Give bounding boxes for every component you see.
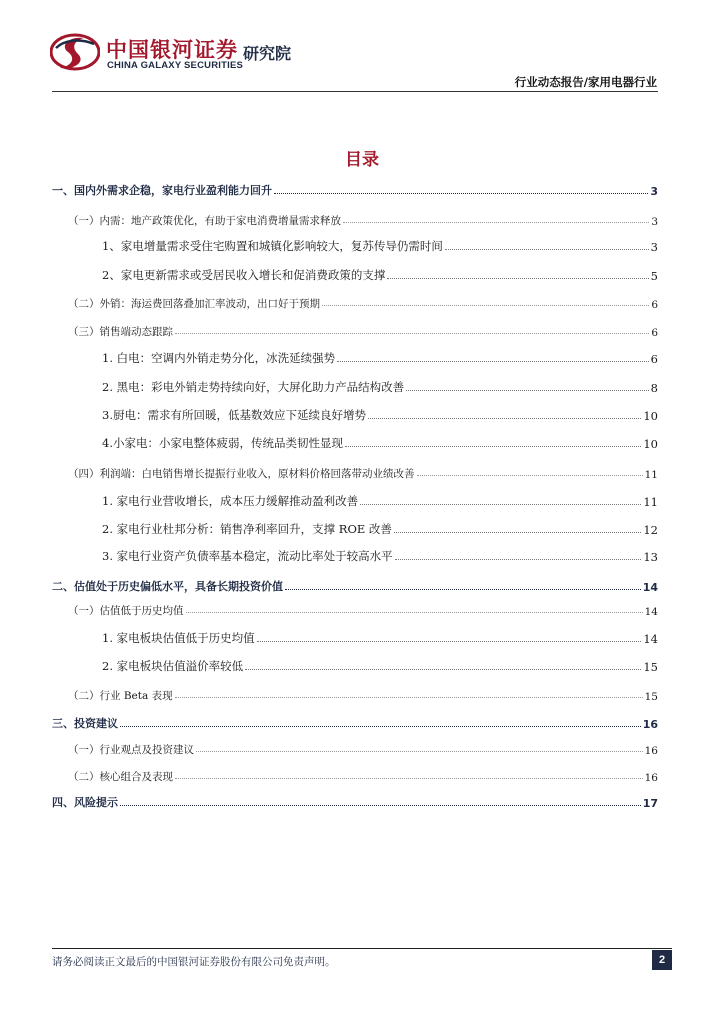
toc-leader-dots: [120, 726, 641, 727]
toc-entry-page: 15: [644, 691, 658, 703]
toc-leader-dots: [345, 446, 641, 447]
report-type: 行业动态报告/家用电器行业: [514, 75, 657, 89]
toc-entry-level3[interactable]: [52, 375, 658, 395]
toc-entry-page: 8: [650, 381, 658, 395]
toc-leader-dots: [406, 390, 649, 391]
toc-leader-dots: [445, 249, 649, 250]
toc-leader-dots: [394, 532, 641, 533]
toc-entry-level1[interactable]: [52, 178, 658, 198]
toc-entry-level3[interactable]: [52, 346, 658, 366]
toc-entry-label: （二）核心组合及表现: [68, 771, 173, 783]
toc-entry-label: （一）行业观点及投资建议: [68, 744, 194, 756]
toc-entry-page: 11: [644, 469, 658, 481]
toc-entry-label: 1. 家电行业营收增长，成本压力缓解推动盈利改善: [102, 494, 359, 508]
toc-entry-level1[interactable]: [52, 790, 658, 810]
toc-entry-level3[interactable]: [52, 263, 658, 283]
toc-entry-page: 5: [650, 269, 658, 283]
toc-entry-page: 6: [651, 299, 658, 311]
toc-entry-page: 17: [642, 797, 658, 810]
toc-entry-label: （二）行业 Beta 表现: [68, 690, 173, 702]
toc-entry-page: 14: [643, 632, 658, 646]
toc-entry-level2[interactable]: [52, 598, 658, 618]
toc-leader-dots: [274, 193, 648, 194]
toc-entry-page: 16: [642, 718, 658, 731]
toc-entry-label: 3.厨电：需求有所回暖，低基数效应下延续良好增势: [102, 408, 366, 422]
toc-leader-dots: [175, 333, 649, 334]
toc-leader-dots: [285, 589, 641, 590]
toc-entry-label: 1. 家电板块估值低于历史均值: [102, 631, 255, 645]
toc-leader-dots: [120, 805, 641, 806]
toc-entry-page: 3: [650, 185, 658, 198]
toc-entry-page: 13: [643, 550, 658, 564]
page-header: [0, 0, 724, 92]
page-number: 2: [652, 950, 672, 970]
footer-disclaimer: 请务必阅读正文最后的中国银河证券股份有限公司免责声明。: [52, 956, 336, 968]
brand-name-cn: 中国银河证券: [106, 38, 238, 62]
brand-name-en: CHINA GALAXY SECURITIES: [107, 60, 244, 71]
toc-entry-level3[interactable]: [52, 654, 658, 674]
toc-leader-dots: [186, 612, 643, 613]
toc-leader-dots: [337, 361, 649, 362]
toc-entry-level2[interactable]: [52, 291, 658, 311]
toc-entry-page: 11: [643, 495, 658, 509]
toc-entry-level2[interactable]: [52, 319, 658, 339]
toc-entry-level3[interactable]: [52, 403, 658, 423]
toc-entry-level2[interactable]: [52, 683, 658, 703]
toc-entry-label: （三）销售端动态跟踪: [68, 326, 173, 338]
toc-entry-level3[interactable]: [52, 544, 658, 564]
toc-entry-page: 14: [642, 581, 658, 594]
toc-entry-label: 四、风险提示: [52, 796, 118, 809]
toc-leader-dots: [360, 504, 641, 505]
toc-leader-dots: [175, 697, 643, 698]
toc-entry-level3[interactable]: [52, 431, 658, 451]
toc-entry-page: 6: [651, 327, 658, 339]
toc-leader-dots: [257, 641, 642, 642]
toc-entry-label: （一）估值低于历史均值: [68, 605, 184, 617]
toc-entry-label: 一、国内外需求企稳，家电行业盈利能力回升: [52, 184, 272, 197]
toc-entry-level1[interactable]: [52, 711, 658, 731]
toc-entry-level3[interactable]: [52, 489, 658, 509]
toc-entry-label: 三、投资建议: [52, 717, 118, 730]
toc-entry-label: （四）利润端：白电销售增长提振行业收入，原材料价格回落带动业绩改善: [68, 468, 415, 480]
toc-entry-level2[interactable]: [52, 737, 658, 757]
toc-leader-dots: [387, 278, 648, 279]
toc-entry-level3[interactable]: [52, 626, 658, 646]
toc-entry-label: （二）外销：海运费回落叠加汇率波动，出口好于预期: [68, 298, 320, 310]
toc-entry-page: 16: [644, 745, 658, 757]
toc-entry-level3[interactable]: [52, 234, 658, 254]
toc-leader-dots: [395, 559, 642, 560]
toc-entry-level2[interactable]: [52, 461, 658, 481]
toc-entry-page: 12: [643, 523, 658, 537]
toc-entry-label: 1、家电增量需求受住宅购置和城镇化影响较大，复苏传导仍需时间: [102, 239, 443, 253]
toc-entry-page: 3: [651, 216, 658, 228]
toc-entry-level3[interactable]: [52, 517, 658, 537]
toc-entry-label: 二、估值处于历史偏低水平，具备长期投资价值: [52, 580, 283, 593]
toc-leader-dots: [245, 669, 641, 670]
toc-entry-page: 14: [644, 606, 658, 618]
toc-entry-label: 2. 家电板块估值溢价率较低: [102, 659, 244, 673]
toc-entry-label: 2. 家电行业杜邦分析：销售净利率回升，支撑 ROE 改善: [102, 522, 392, 536]
toc-entry-page: 3: [650, 240, 658, 254]
header-divider: [52, 91, 658, 92]
toc-entry-label: （一）内需：地产政策优化，有助于家电消费增量需求释放: [68, 215, 341, 227]
toc-entry-label: 3. 家电行业资产负债率基本稳定，流动比率处于较高水平: [102, 549, 393, 563]
toc-entry-page: 6: [650, 352, 658, 366]
toc-entry-level2[interactable]: [52, 208, 658, 228]
toc-leader-dots: [196, 751, 643, 752]
toc-entry-page: 10: [643, 409, 658, 423]
toc-entry-label: 2、家电更新需求或受居民收入增长和促消费政策的支撑: [102, 268, 386, 282]
toc-entry-level1[interactable]: [52, 574, 658, 594]
galaxy-logo-icon: [50, 30, 100, 74]
toc-entry-label: 4.小家电：小家电整体疲弱，传统品类韧性显现: [102, 436, 343, 450]
toc-entry-level2[interactable]: [52, 764, 658, 784]
footer-divider: [52, 948, 672, 949]
toc-leader-dots: [368, 418, 641, 419]
toc-title: 目录: [345, 150, 379, 170]
toc-leader-dots: [175, 778, 643, 779]
toc-entry-label: 1. 白电：空调内外销走势分化，冰洗延续强势: [102, 351, 336, 365]
brand-institute: 研究院: [243, 44, 292, 63]
toc-entry-label: 2. 黑电：彩电外销走势持续向好，大屏化助力产品结构改善: [102, 380, 405, 394]
toc-leader-dots: [343, 222, 649, 223]
toc-entry-page: 15: [643, 660, 658, 674]
toc-entry-page: 16: [644, 772, 658, 784]
toc-entry-page: 10: [643, 437, 658, 451]
toc-leader-dots: [322, 305, 649, 306]
toc-leader-dots: [417, 475, 643, 476]
